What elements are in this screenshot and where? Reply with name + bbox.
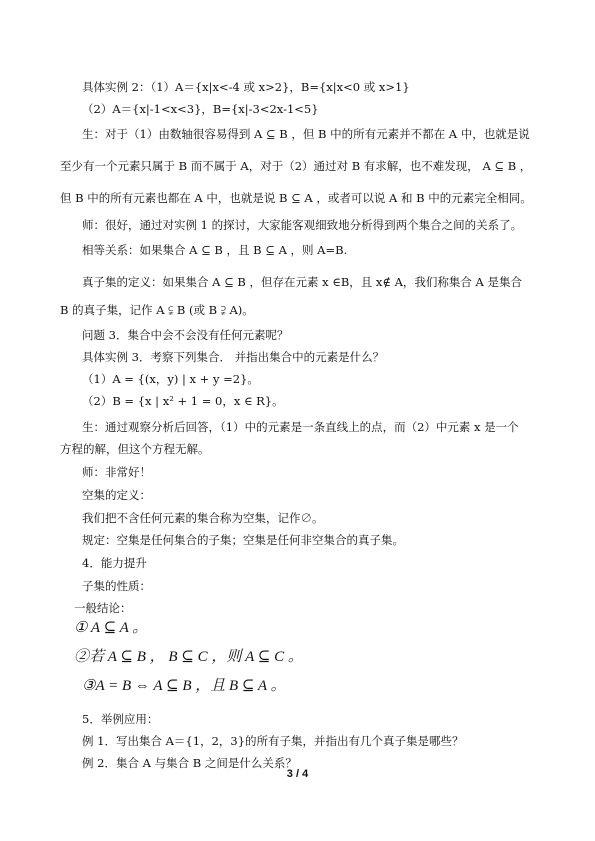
- text-line: 子集的性质：: [82, 579, 151, 593]
- text-line: 至少有一个元素只属于 B 而不属于 A，对于（2）通过对 B 有求解，也不难发现， A ⊆ B ，: [60, 159, 532, 173]
- page-number: 3 / 4: [286, 768, 309, 780]
- text-line: B 的真子集，记作 A ⫋ B (或 B ⫌ A)。: [60, 303, 254, 317]
- text-line: 师：很好，通过对实例 1 的探讨，大家能客观细致地分析得到两个集合之间的关系了。: [82, 218, 523, 232]
- text-line: 方程的解，但这个方程无解。: [60, 442, 210, 456]
- text-line: 师：非常好！: [82, 465, 151, 479]
- text-line: 但 B 中的所有元素也都在 A 中，也就是说 B ⊆ A ，或者可以说 A 和 B 中的元素完全相同。: [60, 191, 532, 205]
- text-line: 例 1．写出集合 A＝{1，2，3}的所有子集，并指出有几个真子集是哪些？: [82, 734, 464, 748]
- property-line: ① A ⊆ A 。: [74, 620, 148, 636]
- section-heading: 4．能力提升: [82, 556, 147, 570]
- text-line: 具体实例 3．考察下列集合． 并指出集合中的元素是什么？: [82, 350, 385, 364]
- text-line: 问题 3．集合中会不会没有任何元素呢？: [82, 328, 289, 342]
- text-line: 一般结论：: [74, 601, 132, 615]
- text-line: 空集的定义：: [82, 488, 151, 502]
- text-line: 真子集的定义：如果集合 A ⊆ B ，但存在元素 x ∈B，且 x∉ A，我们称集合 A 是集合: [82, 275, 523, 289]
- text-line: 规定：空集是任何集合的子集；空集是任何非空集合的真子集。: [82, 533, 404, 547]
- text-line: 生：通过观察分析后回答，（1）中的元素是一条直线上的点，而（2）中元素 x 是一个: [82, 420, 519, 434]
- section-heading: 5．举例应用：: [82, 712, 159, 726]
- text-line: 例 2．集合 A 与集合 B 之间是什么关系？: [82, 756, 297, 770]
- text-line: 相等关系：如果集合 A ⊆ B ，且 B ⊆ A ，则 A=B.: [82, 243, 348, 257]
- text-line: （2）A＝{x|-1<x<3}，B={x|-3<2x-1<5}: [82, 102, 319, 116]
- text-line: 我们把不含任何元素的集合称为空集，记作∅。: [82, 511, 324, 525]
- text-line: （2）B = {x | x² + 1 = 0，x ∈ R}。: [82, 394, 284, 408]
- property-line: ③A = B ⇔ A ⊆ B ，且 B ⊆ A 。: [82, 678, 286, 694]
- property-line: ②若 A ⊆ B ， B ⊆ C ，则 A ⊆ C 。: [74, 649, 303, 665]
- text-line: 具体实例 2：（1）A＝{x|x<-4 或 x>2}，B={x|x<0 或 x>1}: [82, 80, 410, 94]
- text-line: （1）A = {(x，y) | x + y =2}。: [82, 372, 259, 386]
- text-line: 生：对于（1）由数轴很容易得到 A ⊆ B ，但 B 中的所有元素并不都在 A 中，也就是说: [82, 127, 530, 141]
